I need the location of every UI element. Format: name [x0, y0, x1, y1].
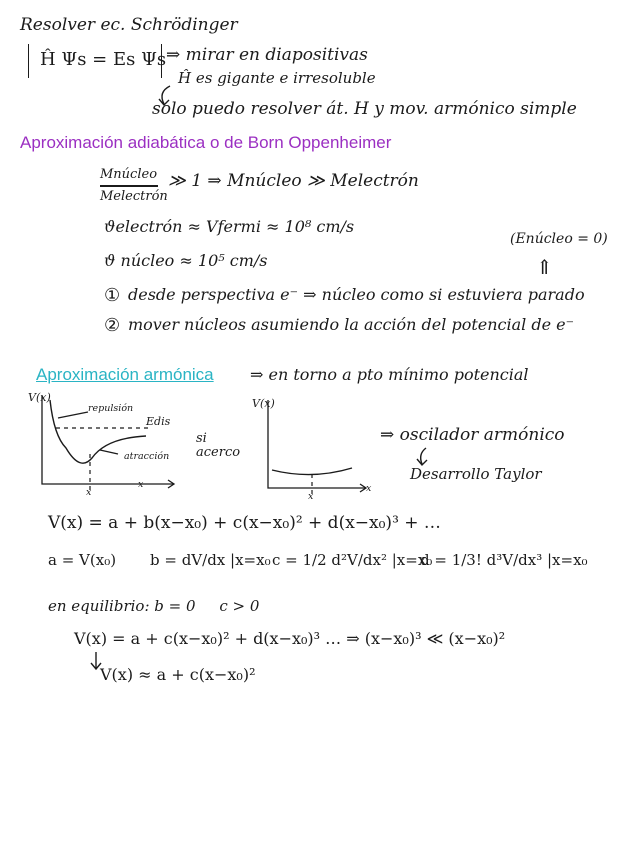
up-double-arrow-icon: ⇑	[536, 255, 553, 279]
plot1-x-label: x	[138, 479, 144, 490]
mass-fraction-numerator: Mnúcleo	[100, 167, 158, 182]
plot1-x0-label: x	[86, 487, 92, 498]
plot1-edis-label: Edis	[146, 415, 171, 428]
schrodinger-title: Resolver ec. Schrödinger	[20, 15, 238, 35]
mass-fraction-denominator: Melectrón	[100, 189, 168, 204]
gigante-note: Ĥ es gigante e irresoluble	[178, 69, 376, 87]
oscilador-note: ⇒ oscilador armónico	[380, 425, 565, 445]
si-acerco-note: si acerco	[196, 431, 241, 461]
taylor-note: Desarrollo Taylor	[410, 465, 542, 483]
velocity-electron: ϑelectrón ≈ Vfermi ≈ 10⁸ cm/s	[104, 217, 355, 236]
mass-ratio-tail: ≫ 1 ⇒ Mnúcleo ≫ Melectrón	[168, 171, 419, 191]
plot1-atraccion-arrow-icon	[100, 450, 118, 454]
solo-puedo-note: solo puedo resolver át. H y mov. armónico simple	[152, 99, 577, 119]
item2-text: mover núcleos asumiendo la acción del potencial de e⁻	[128, 315, 575, 334]
harmonic-approximation: V(x) ≈ a + c(x−x₀)²	[100, 665, 256, 684]
velocity-nucleus: ϑ núcleo ≈ 10⁵ cm/s	[104, 251, 268, 270]
plot2-y-label: V(x)	[252, 397, 275, 410]
potential-plot-harmonic	[262, 400, 382, 500]
plot2-x0-label: x	[308, 491, 314, 502]
plot1-repulsion-label: repulsión	[88, 403, 134, 414]
item1-text: desde perspectiva e⁻ ⇒ núcleo como si estuviera parado	[128, 285, 585, 304]
plot1-y-label: V(x)	[28, 391, 51, 404]
born-oppenheimer-heading: Aproximación adiabática o de Born Oppenheimer	[20, 133, 392, 152]
coef-c: c = 1/2 d²V/dx² |x=x₀	[272, 551, 433, 569]
energy-nucleus: (Enúcleo = 0)	[510, 231, 608, 247]
equilibrio-line: en equilibrio: b = 0 c > 0	[48, 597, 260, 615]
plot2-curve	[272, 468, 352, 475]
fraction-bar	[100, 185, 158, 187]
coef-a: a = V(x₀)	[48, 551, 117, 569]
schrodinger-equation: Ĥ Ψs = Es Ψs	[40, 49, 167, 70]
harmonic-heading-tail: ⇒ en torno a pto mínimo potencial	[250, 365, 529, 384]
plot1-repulsion-arrow-icon	[58, 412, 88, 418]
item1-number: ①	[104, 285, 121, 306]
coef-d: d = 1/3! d³V/dx³ |x=x₀	[420, 551, 588, 569]
plot2-x-label: x	[366, 483, 372, 494]
diapositivas-note: ⇒ mirar en diapositivas	[166, 45, 368, 65]
coef-b: b = dV/dx |x=x₀	[150, 551, 271, 569]
taylor-expansion: V(x) = a + b(x−x₀) + c(x−x₀)² + d(x−x₀)³ + …	[48, 513, 441, 533]
plot1-atraccion-label: atracción	[124, 451, 170, 462]
harmonic-heading: Aproximación armónica	[36, 365, 214, 384]
truncated-expansion: V(x) = a + c(x−x₀)² + d(x−x₀)³ … ⇒ (x−x₀)³ ≪ (x−x₀)²	[74, 629, 506, 648]
item2-number: ②	[104, 315, 121, 336]
